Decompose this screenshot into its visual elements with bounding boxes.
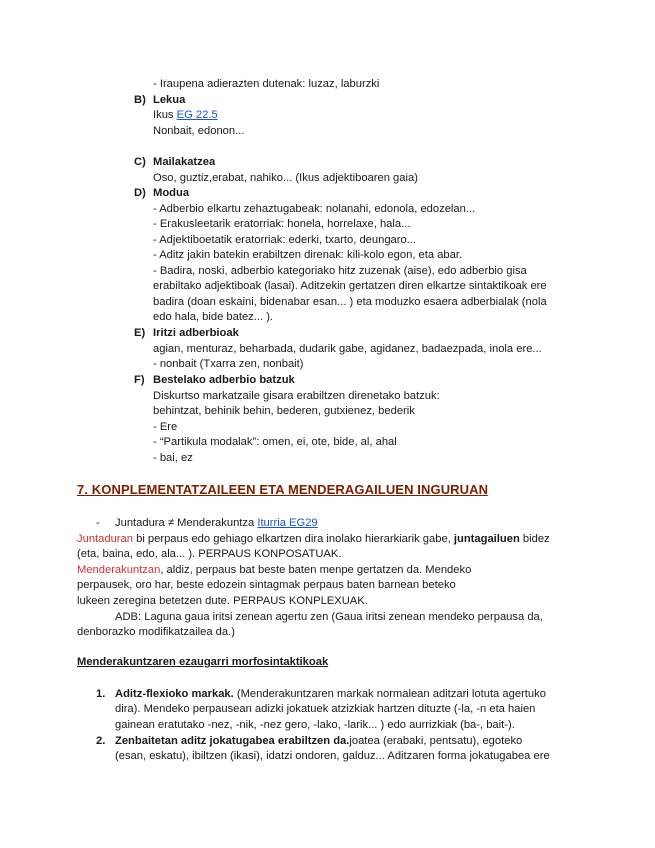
text-line: agian, menturaz, beharbada, dudarik gabe, agidanez, badaezpada, inola ere... bbox=[153, 343, 542, 355]
text-line: - nonbait (Txarra zen, nonbait) bbox=[153, 358, 304, 370]
text-line: - Aditz jakin batekin erabiltzen direnak: kili-kolo egon, eta abar. bbox=[153, 249, 463, 261]
section-title-modua: Modua bbox=[153, 187, 190, 199]
iturria-link[interactable]: Iturria EG29 bbox=[257, 517, 318, 529]
bullet-item bbox=[115, 516, 318, 530]
section-heading: 7. KONPLEMENTATZAILEEN ETA MENDERAGAILUEN INGURUAN bbox=[77, 482, 489, 497]
text-line bbox=[153, 108, 218, 122]
list-number-2: 2. bbox=[96, 735, 106, 747]
paragraph-line: lukeen zeregina betetzen dute. PERPAUS KONPLEXUAK. bbox=[77, 595, 368, 607]
text-line: badira (doan eskaini, bidenabar esan... ) eta moduzko esaera adberbialak (nola bbox=[153, 296, 547, 308]
paragraph-line bbox=[77, 563, 471, 577]
list-letter-f: F) bbox=[134, 374, 145, 386]
paragraph-line bbox=[77, 532, 550, 546]
example-line: denborazko modifikatzailea da.) bbox=[77, 626, 235, 638]
list-letter-b: B) bbox=[134, 94, 146, 106]
text-span: bi perpaus edo gehiago elkartzen dira inolako hierarkiarik gabe, bbox=[132, 533, 454, 545]
section-title-mailakatzea: Mailakatzea bbox=[153, 156, 216, 168]
term-menderakuntzan: Menderakuntzan bbox=[77, 564, 161, 576]
subheading: Menderakuntzaren ezaugarri morfosintaktikoak bbox=[77, 656, 329, 668]
list-item bbox=[115, 734, 522, 748]
text-line: Nonbait, edonon... bbox=[153, 125, 245, 137]
text-line: behintzat, behinik behin, bederen, gutxienez, bederik bbox=[153, 405, 415, 417]
text-line: - Ere bbox=[153, 421, 178, 433]
text-span: (Menderakuntzaren markak normalean aditzari lotuta agertuko bbox=[233, 688, 546, 700]
text-line: - bai, ez bbox=[153, 452, 193, 464]
text-span: bidez bbox=[519, 533, 550, 545]
bullet-text: Juntadura ≠ Menderakuntza bbox=[115, 517, 258, 529]
text-line: - Erakusleetarik eratorriak: honela, horrelaxe, hala... bbox=[153, 218, 411, 230]
text-line: - Adjektiboetatik eratorriak: ederki, txarto, deungaro... bbox=[153, 234, 417, 246]
list-item-title: Aditz-flexioko markak. bbox=[115, 688, 234, 700]
paragraph-line: (eta, baina, edo, ala... ). PERPAUS KONPOSATUAK. bbox=[77, 548, 342, 560]
text-line: - Adberbio elkartu zehaztugabeak: nolanahi, edonola, edozelan... bbox=[153, 203, 476, 215]
text-line: erabiltako adjektiboak (lasai). Aditzekin gertatzen diren elkartze sintaktikoak ere bbox=[153, 280, 547, 292]
section-title-bestelako: Bestelako adberbio batzuk bbox=[153, 374, 295, 386]
text-line: Diskurtso markatzaile gisara erabiltzen direnetako batzuk: bbox=[153, 390, 440, 402]
ikus-label: Ikus bbox=[153, 109, 177, 121]
section-title-iritzi: Iritzi adberbioak bbox=[153, 327, 239, 339]
list-item-line: (esan, eskatu), ibiltzen (ikasi), idatzi ondoren, galduz... Aditzaren forma jokatugabea ere bbox=[115, 750, 550, 762]
section-title-lekua: Lekua bbox=[153, 94, 186, 106]
text-span: joatea (erabaki, pentsatu), egoteko bbox=[349, 735, 523, 747]
list-item-line: dira). Mendeko perpausean adizki jokatuek atzizkiak hartzen dituzte (-la, -n eta haien bbox=[115, 703, 536, 715]
example-line: ADB: Laguna gaua iritsi zenean agertu zen (Gaua iritsi zenean mendeko perpausa da, bbox=[115, 611, 543, 623]
text-span: , aldiz, perpaus bat beste baten menpe gertatzen da. Mendeko bbox=[160, 564, 472, 576]
term-juntaduran: Juntaduran bbox=[77, 533, 133, 545]
list-number-1: 1. bbox=[96, 688, 106, 700]
list-letter-e: E) bbox=[134, 327, 146, 339]
text-line: - Iraupena adierazten dutenak: luzaz, laburzki bbox=[153, 78, 380, 90]
list-item-title: Zenbaitetan aditz jokatugabea erabiltzen da. bbox=[115, 735, 350, 747]
eg-link[interactable]: EG 22.5 bbox=[176, 109, 218, 121]
bullet-dash: - bbox=[96, 517, 100, 529]
paragraph-line: perpausek, oro har, beste edozein sintagmak perpaus baten barnean beteko bbox=[77, 579, 456, 591]
text-line: - Badira, noski, adberbio kategoriako hitz zuzenak (aise), edo adberbio gisa bbox=[153, 265, 527, 277]
list-letter-d: D) bbox=[134, 187, 146, 199]
text-line: Oso, guztiz,erabat, nahiko... (Ikus adjektiboaren gaia) bbox=[153, 172, 418, 184]
list-item-line: gainean eratutako -nez, -nik, -nez gero, -lako, -larik... ) edo aurrizkiak (ba-, bait-). bbox=[115, 719, 515, 731]
term-juntagailuen: juntagailuen bbox=[453, 533, 520, 545]
list-letter-c: C) bbox=[134, 156, 146, 168]
list-item bbox=[115, 687, 546, 701]
text-line: edo hala, bide batez... ). bbox=[153, 311, 274, 323]
text-line: - “Partikula modalak”: omen, ei, ote, bide, al, ahal bbox=[153, 436, 397, 448]
